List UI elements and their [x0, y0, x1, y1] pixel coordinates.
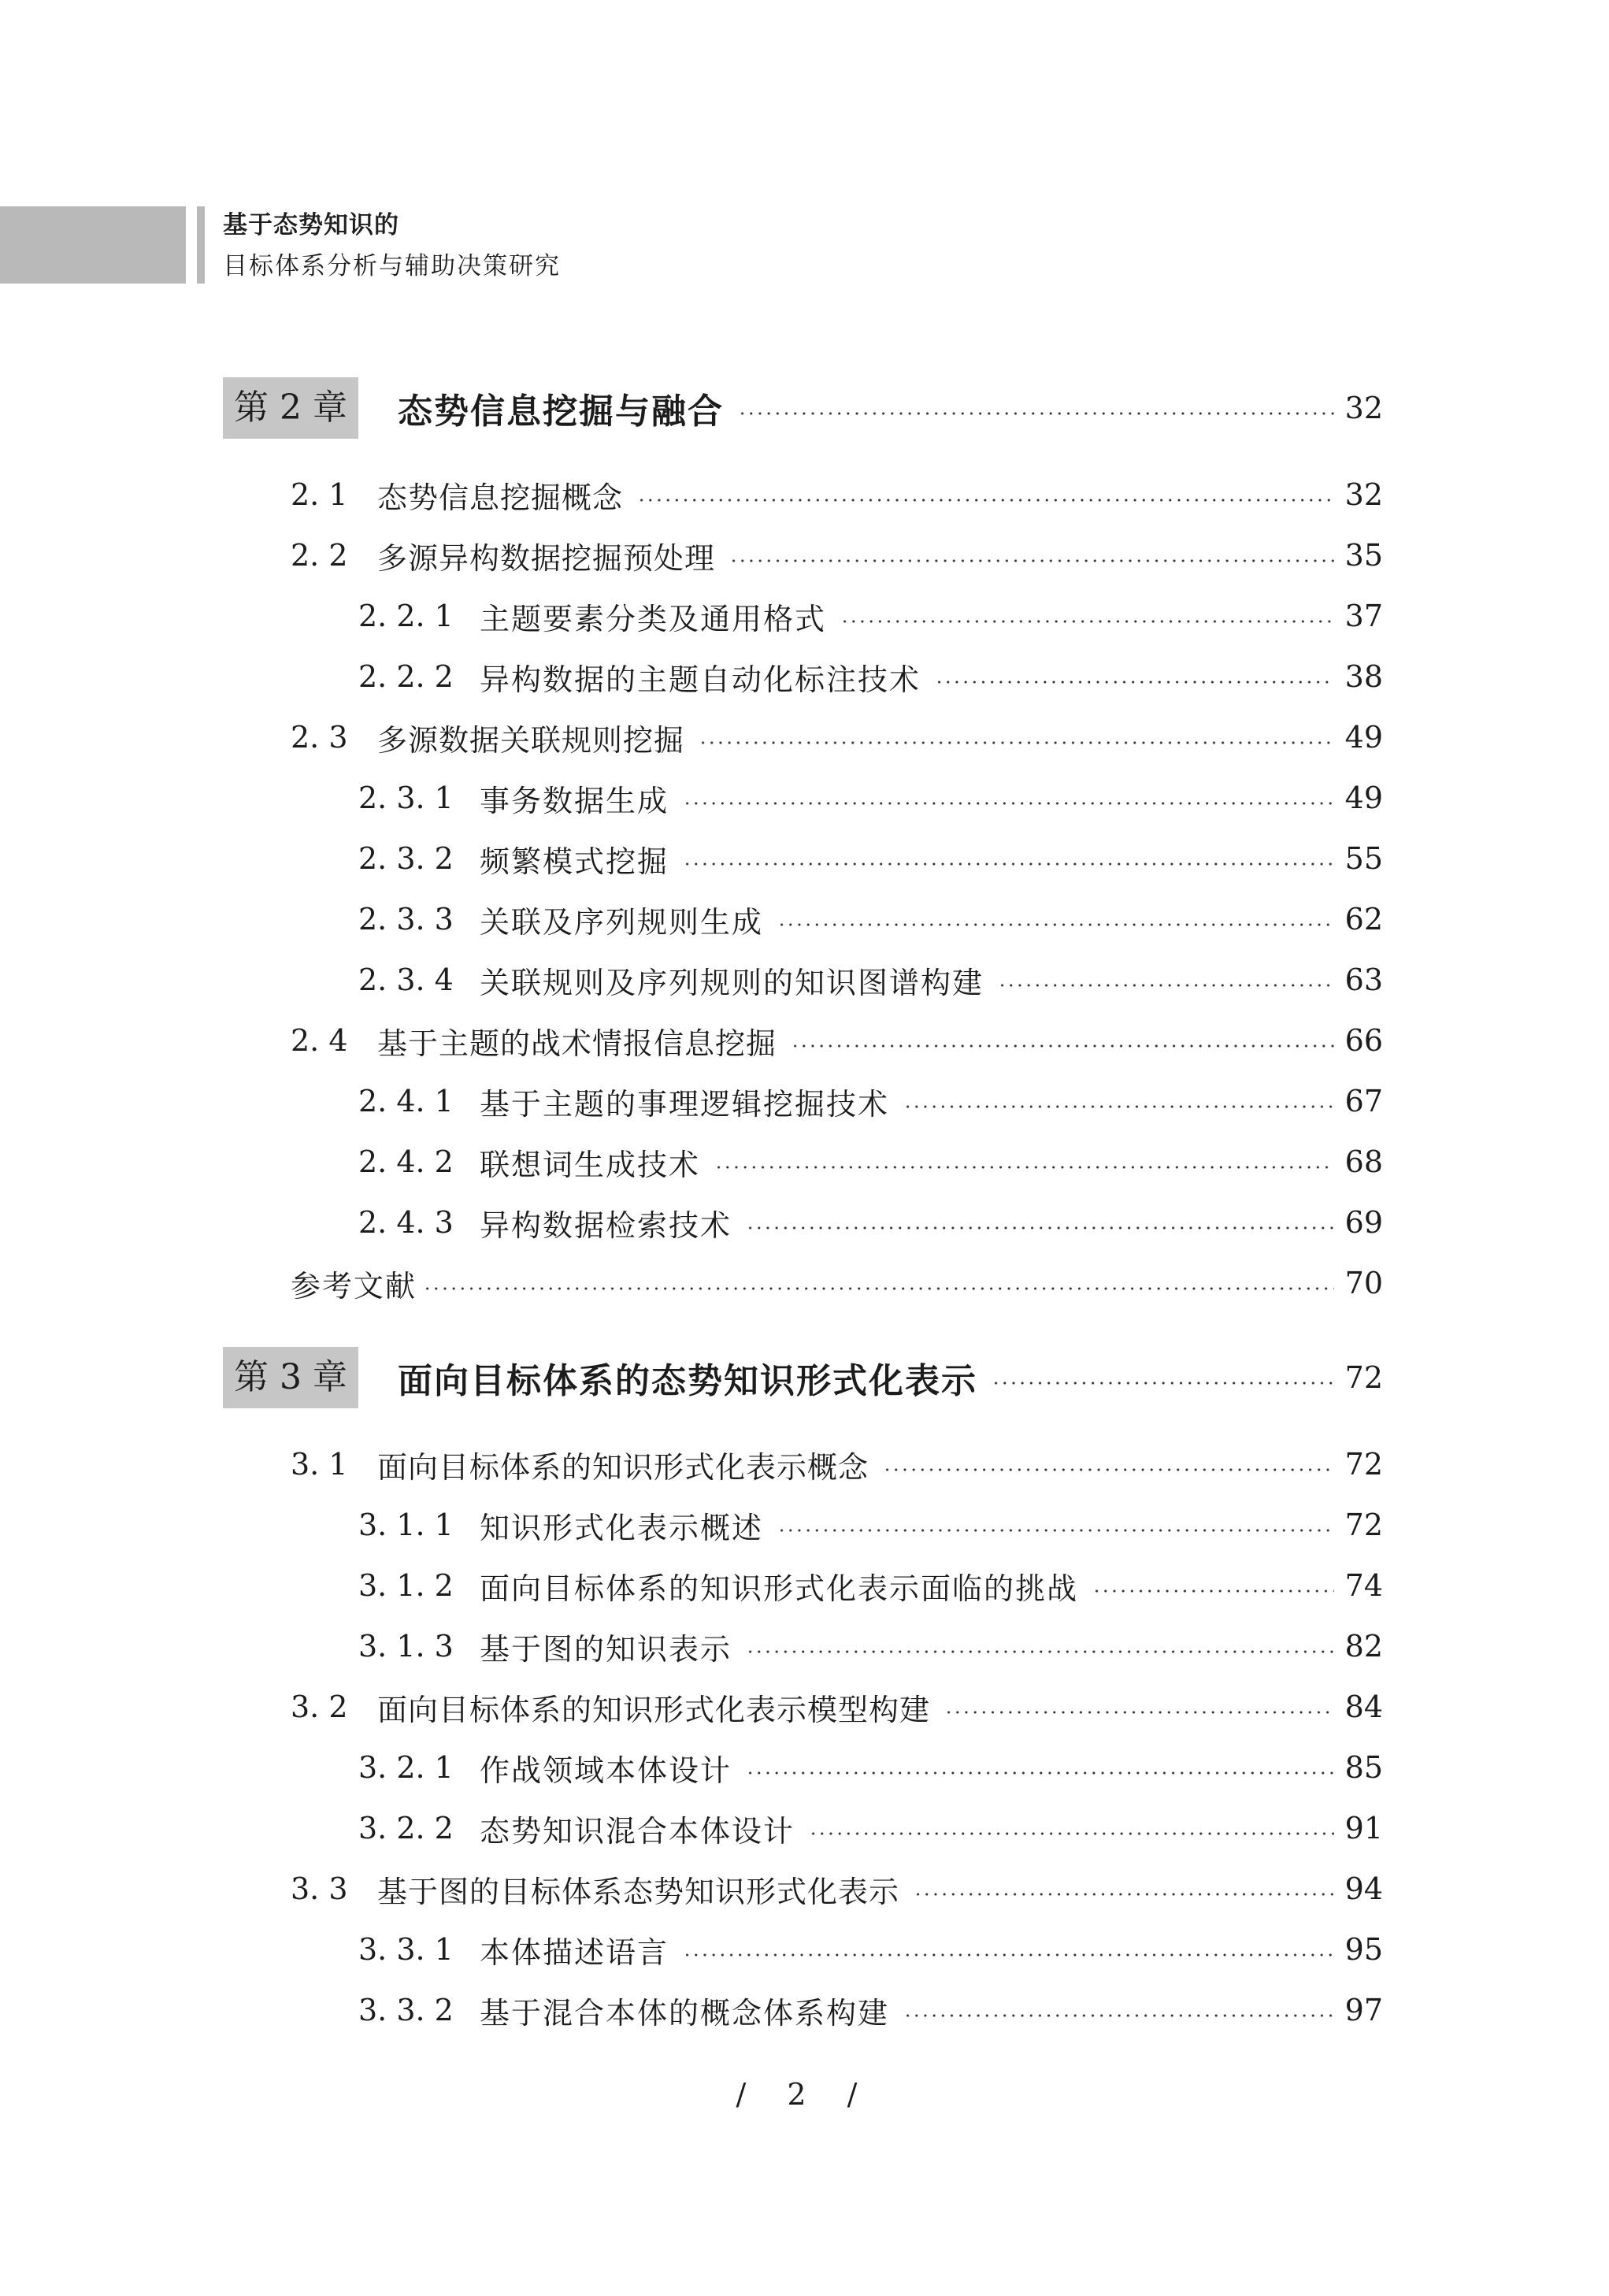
- subsection-number: 2. 4. 2: [358, 1144, 454, 1179]
- toc-subsection-3-1-3[interactable]: [358, 1624, 1383, 1668]
- section-number: 2. 3: [291, 720, 348, 755]
- section-title: 基于图的目标体系态势知识形式化表示: [377, 1874, 900, 1909]
- subsection-title: 基于图的知识表示: [480, 1631, 732, 1667]
- page-number: 38: [1344, 659, 1383, 694]
- chapter-title: 态势信息挖掘与融合: [397, 391, 724, 432]
- subsection-title: 本体描述语言: [480, 1934, 669, 1970]
- dot-leader: [699, 741, 1334, 744]
- references-title: 参考文献: [291, 1268, 417, 1304]
- page-number: 66: [1344, 1023, 1383, 1058]
- page-number: 49: [1344, 720, 1383, 755]
- toc-subsection-3-2-2[interactable]: [358, 1806, 1383, 1850]
- dot-leader: [914, 1893, 1334, 1896]
- subsection-number: 2. 3. 1: [358, 781, 454, 815]
- subsection-title: 作战领域本体设计: [480, 1753, 732, 1788]
- subsection-number: 3. 1. 1: [358, 1508, 454, 1542]
- toc-subsection-2-2-2[interactable]: [358, 655, 1383, 699]
- dot-leader: [903, 1105, 1334, 1108]
- dot-leader: [791, 1044, 1334, 1048]
- toc-subsection-3-2-1[interactable]: [358, 1745, 1383, 1790]
- dot-leader: [840, 620, 1334, 623]
- dot-leader: [935, 681, 1334, 684]
- dot-leader: [746, 1771, 1334, 1775]
- page-number: 35: [1344, 538, 1383, 573]
- page-number: 63: [1344, 963, 1383, 997]
- section-number: 2. 2: [291, 538, 348, 573]
- page-number: 97: [1344, 1993, 1383, 2027]
- subsection-title: 基于混合本体的概念体系构建: [480, 1995, 890, 2031]
- toc-section-2-3[interactable]: [291, 715, 1383, 759]
- toc-subsection-2-4-3[interactable]: [358, 1200, 1383, 1244]
- page-number: 68: [1344, 1144, 1383, 1179]
- dot-leader: [729, 559, 1334, 562]
- page-number: 94: [1344, 1871, 1383, 1906]
- dot-leader: [883, 1468, 1334, 1471]
- subsection-title: 异构数据的主题自动化标注技术: [480, 662, 921, 697]
- page-footer-number: / 2 /: [736, 2077, 873, 2112]
- subsection-title: 联想词生成技术: [480, 1147, 701, 1182]
- chapter-title: 面向目标体系的态势知识形式化表示: [397, 1361, 977, 1401]
- header-decor-band: [0, 206, 186, 284]
- toc-subsection-2-3-1[interactable]: [358, 776, 1383, 820]
- toc-section-3-1[interactable]: [291, 1442, 1383, 1486]
- page-number: 72: [1344, 1360, 1383, 1395]
- subsection-title: 事务数据生成: [480, 783, 669, 818]
- toc-subsection-3-1-1[interactable]: [358, 1503, 1383, 1547]
- page-number: 62: [1344, 902, 1383, 937]
- subsection-number: 2. 4. 3: [358, 1205, 454, 1240]
- chapter-label: 第 2 章: [223, 377, 358, 439]
- dot-leader: [903, 2014, 1334, 2017]
- dot-leader: [777, 1529, 1334, 1532]
- subsection-title: 频繁模式挖掘: [480, 844, 669, 879]
- page-number: 55: [1344, 841, 1383, 876]
- toc-subsection-3-1-2[interactable]: [358, 1563, 1383, 1608]
- subsection-number: 2. 2. 1: [358, 599, 454, 633]
- dot-leader: [738, 412, 1334, 415]
- toc-section-2-1[interactable]: [291, 473, 1383, 517]
- subsection-number: 3. 3. 2: [358, 1993, 454, 2027]
- subsection-title: 异构数据检索技术: [480, 1207, 732, 1243]
- subsection-number: 3. 1. 3: [358, 1629, 454, 1664]
- dot-leader: [1092, 1589, 1334, 1593]
- section-title: 面向目标体系的知识形式化表示概念: [377, 1449, 869, 1485]
- running-header-subtitle: 目标体系分析与辅助决策研究: [223, 252, 561, 280]
- subsection-title: 关联及序列规则生成: [480, 904, 764, 940]
- dot-leader: [746, 1650, 1334, 1653]
- toc-section-3-2[interactable]: [291, 1685, 1383, 1729]
- subsection-number: 2. 4. 1: [358, 1084, 454, 1118]
- subsection-number: 2. 3. 3: [358, 902, 454, 937]
- subsection-title: 面向目标体系的知识形式化表示面临的挑战: [480, 1571, 1079, 1606]
- section-title: 态势信息挖掘概念: [377, 480, 624, 515]
- subsection-number: 3. 3. 1: [358, 1932, 454, 1967]
- toc-chapter-3[interactable]: [223, 1347, 1383, 1408]
- section-number: 3. 2: [291, 1690, 348, 1724]
- toc-subsection-2-2-1[interactable]: [358, 594, 1383, 638]
- page-number: 85: [1344, 1750, 1383, 1785]
- page-number: 69: [1344, 1205, 1383, 1240]
- page-number: 95: [1344, 1932, 1383, 1967]
- subsection-number: 2. 3. 4: [358, 963, 454, 997]
- section-number: 3. 3: [291, 1871, 348, 1906]
- subsection-number: 3. 1. 2: [358, 1568, 454, 1603]
- page-number: 49: [1344, 781, 1383, 815]
- toc-chapter-2[interactable]: [223, 377, 1383, 439]
- header-decor-rule: [197, 206, 205, 284]
- dot-leader: [944, 1711, 1334, 1714]
- section-title: 多源数据关联规则挖掘: [377, 722, 685, 758]
- dot-leader: [992, 1382, 1334, 1385]
- dot-leader: [998, 984, 1334, 987]
- subsection-number: 2. 3. 2: [358, 841, 454, 876]
- subsection-title: 基于主题的事理逻辑挖掘技术: [480, 1086, 890, 1122]
- subsection-number: 3. 2. 1: [358, 1750, 454, 1785]
- section-title: 面向目标体系的知识形式化表示模型构建: [377, 1692, 931, 1727]
- page-number: 72: [1344, 1508, 1383, 1542]
- dot-leader: [746, 1226, 1334, 1230]
- toc-subsection-3-3-2[interactable]: [358, 1988, 1383, 2032]
- section-title: 多源异构数据挖掘预处理: [377, 540, 716, 576]
- dot-leader: [637, 499, 1334, 502]
- dot-leader: [714, 1166, 1334, 1169]
- dot-leader: [777, 923, 1334, 926]
- subsection-title: 态势知识混合本体设计: [480, 1813, 795, 1849]
- page-number: 70: [1344, 1266, 1383, 1300]
- toc-section-2-2[interactable]: [291, 533, 1383, 577]
- toc-section-2-4[interactable]: [291, 1018, 1383, 1063]
- dot-leader: [683, 1953, 1334, 1957]
- section-number: 3. 1: [291, 1447, 348, 1482]
- toc-subsection-2-3-4[interactable]: [358, 958, 1383, 1002]
- dot-leader: [683, 802, 1334, 805]
- running-header-title: 基于态势知识的: [223, 211, 399, 239]
- section-title: 基于主题的战术情报信息挖掘: [377, 1026, 777, 1061]
- subsection-number: 3. 2. 2: [358, 1811, 454, 1845]
- subsection-number: 2. 2. 2: [358, 659, 454, 694]
- subsection-title: 知识形式化表示概述: [480, 1510, 764, 1545]
- page-number: 74: [1344, 1568, 1383, 1603]
- toc-subsection-2-3-2[interactable]: [358, 836, 1383, 881]
- subsection-title: 关联规则及序列规则的知识图谱构建: [480, 965, 984, 1000]
- page-number: 82: [1344, 1629, 1383, 1664]
- toc-subsection-3-3-1[interactable]: [358, 1927, 1383, 1971]
- subsection-title: 主题要素分类及通用格式: [480, 601, 827, 636]
- dot-leader: [809, 1832, 1334, 1835]
- section-number: 2. 4: [291, 1023, 348, 1058]
- dot-leader: [423, 1287, 1334, 1290]
- toc-subsection-2-4-2[interactable]: [358, 1140, 1383, 1184]
- page-number: 91: [1344, 1811, 1383, 1845]
- page-number: 72: [1344, 1447, 1383, 1482]
- section-number: 2. 1: [291, 477, 348, 512]
- toc-references-ch2[interactable]: [291, 1261, 1383, 1305]
- chapter-label: 第 3 章: [223, 1347, 358, 1408]
- toc-subsection-2-4-1[interactable]: [358, 1079, 1383, 1123]
- page-number: 67: [1344, 1084, 1383, 1118]
- toc-section-3-3[interactable]: [291, 1867, 1383, 1911]
- page-number: 32: [1344, 391, 1383, 425]
- page-number: 37: [1344, 599, 1383, 633]
- page-number: 32: [1344, 477, 1383, 512]
- dot-leader: [683, 862, 1334, 866]
- toc-subsection-2-3-3[interactable]: [358, 897, 1383, 941]
- page-number: 84: [1344, 1690, 1383, 1724]
